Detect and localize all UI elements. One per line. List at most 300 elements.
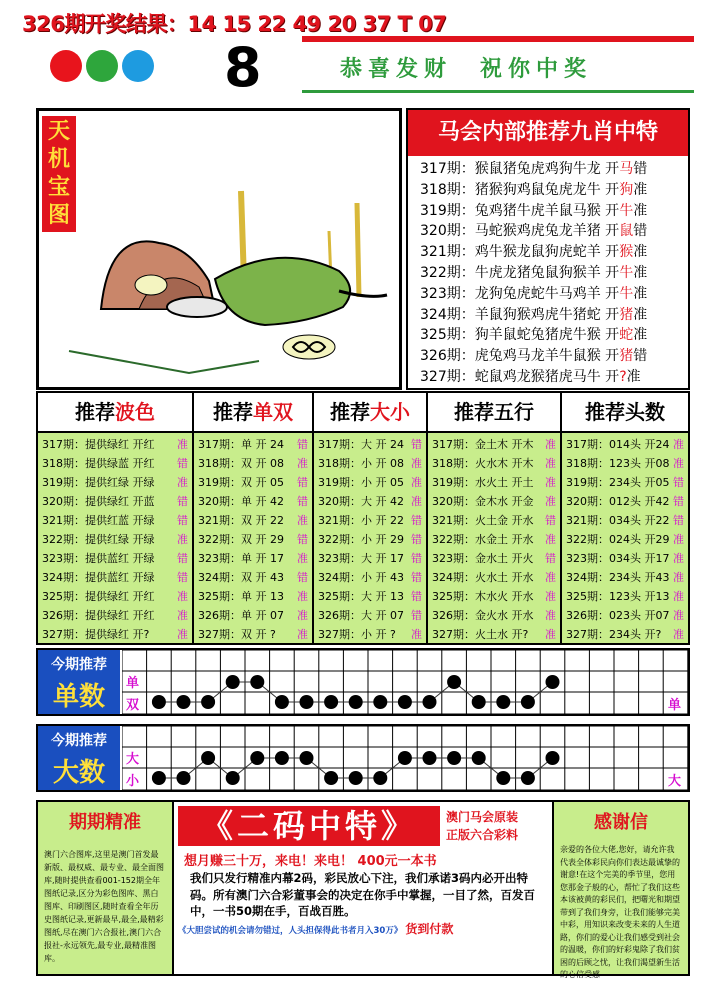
ad-panel (36, 800, 690, 979)
recommend-row (194, 530, 312, 549)
period: 322期： (420, 265, 475, 281)
recommend-row (428, 606, 560, 625)
recommend-row (38, 587, 192, 606)
left-notice-text: 澳门六合图库,这里是澳门首发最新版、最权威、最专业、最全面图库,随时提供查看001-152期全年图纸记录,区分为彩色图库、黑白图库、印刷图区,随时查看全年历史图纸记录,更新最早,最全,最精彩图纸,尽在澳门六合报社,澳门六合报社-永远领先,最专业,最精准图库。 (44, 850, 164, 963)
result-mark: 错 (177, 457, 188, 470)
trend-point (226, 771, 240, 785)
row-text: 319期：小 开 05 (318, 476, 404, 489)
result-mark: 准 (177, 628, 188, 641)
chart-caption: 今期推荐 (51, 733, 107, 749)
result-mark: 错 (411, 533, 422, 546)
row-label-bottom: 小 (126, 774, 140, 789)
issue-number: 8 (224, 36, 262, 99)
result-mark: 错 (177, 495, 188, 508)
recommend-row (314, 530, 426, 549)
recommend-row (314, 492, 426, 511)
zodiac-list: 鸡牛猴龙鼠狗虎蛇羊 开 (474, 244, 620, 261)
row-text: 323期：大 开 17 (318, 552, 404, 565)
result-mark: 准 (673, 552, 684, 565)
result-mark: 准 (545, 628, 556, 641)
result-mark: 准 (297, 609, 308, 622)
divider (302, 90, 694, 93)
row-text: 318期：提供绿蓝 开红 (42, 457, 155, 470)
recommend-row (194, 492, 312, 511)
row-text: 319期：双 开 05 (198, 476, 284, 489)
recommend-row (428, 473, 560, 492)
result-mark: 错 (297, 438, 308, 451)
nine-row (420, 179, 647, 201)
trend-point (152, 771, 166, 785)
result-mark: 错 (297, 533, 308, 546)
chart-caption: 今期推荐 (51, 657, 107, 673)
row-text: 318期：小 开 08 (318, 457, 404, 470)
row-text: 320期：012头 开42 (566, 495, 670, 508)
result-mark: 准 (673, 571, 684, 584)
zodiac-list: 马蛇猴鸡虎兔龙羊猪 开 (474, 223, 620, 240)
recommend-row (38, 454, 192, 473)
trend-chart (122, 650, 690, 714)
result-zodiac: 蛇 (619, 327, 634, 344)
recommend-row (38, 435, 192, 454)
result-mark: 错 (297, 571, 308, 584)
row-text: 317期：金土木 开木 (432, 438, 534, 451)
red-ball-icon (50, 50, 82, 82)
row-text: 317期：单 开 24 (198, 438, 284, 451)
result-mark: 准 (633, 244, 648, 261)
recommend-row (194, 587, 312, 606)
result-mark: 准 (545, 438, 556, 451)
result-mark: 错 (545, 514, 556, 527)
row-text: 324期：提供蓝红 开绿 (42, 571, 155, 584)
ad-body: 我们只发行精准内幕2码，彩民放心下注，我们承诺3码内必开出特码。所有澳门六合彩董事会的决定在你手中掌握，一目了然，百发百中，一书50期在手，百战百胜。 (190, 871, 535, 918)
ad-footer (178, 920, 453, 937)
blue-ball-icon (122, 50, 154, 82)
row-label-bottom: 双 (126, 698, 140, 713)
row-text: 319期：提供红绿 开绿 (42, 476, 155, 489)
recommend-row (562, 568, 688, 587)
recommend-row (38, 530, 192, 549)
zodiac-list: 兔鸡猪牛虎羊鼠马猴 开 (474, 202, 620, 219)
recommend-row (428, 492, 560, 511)
period: 326期： (420, 348, 475, 365)
result-zodiac: 牛 (619, 202, 634, 219)
zodiac-list: 羊鼠狗猴鸡虎牛猪蛇 开 (474, 306, 620, 323)
recommend-row (428, 587, 560, 606)
row-label-top: 大 (126, 752, 140, 767)
nine-row (420, 220, 647, 242)
column-header-text: 推荐 (75, 400, 115, 424)
period: 323期： (420, 285, 475, 302)
green-ball-icon (86, 50, 118, 82)
row-text: 317期：014头 开24 (566, 438, 670, 451)
result-mark: 准 (633, 285, 648, 302)
row-text: 321期：034头 开22 (566, 514, 670, 527)
row-text: 326期：提供绿红 开红 (42, 609, 155, 622)
period: 320期： (420, 223, 475, 240)
recommend-column (428, 393, 562, 643)
result-mark: 准 (633, 265, 648, 281)
zodiac-list: 龙狗兔虎蛇牛马鸡羊 开 (474, 285, 620, 302)
recommend-row (428, 511, 560, 530)
result-mark: 准 (411, 628, 422, 641)
trend-point (472, 695, 486, 709)
row-text: 320期：单 开 42 (198, 495, 284, 508)
recommend-row (314, 435, 426, 454)
row-text: 322期：小 开 29 (318, 533, 404, 546)
column-header (314, 393, 426, 433)
nine-row (420, 158, 647, 180)
nine-row (420, 241, 647, 263)
trend-point (300, 751, 314, 765)
row-text: 322期：提供红绿 开绿 (42, 533, 155, 546)
recommend-column (194, 393, 314, 643)
recommend-column (38, 393, 194, 643)
recommend-row (314, 454, 426, 473)
result-zodiac: 狗 (619, 181, 634, 198)
ad-slogan: 想月赚三十万，来电！来电！ 400元一本书 (184, 854, 437, 869)
trend-point (423, 695, 437, 709)
recommend-row (38, 568, 192, 587)
trend-point (349, 695, 363, 709)
result-zodiac: 猪 (619, 306, 634, 323)
left-notice (38, 802, 174, 974)
trend-point (398, 751, 412, 765)
result-mark: 准 (633, 181, 648, 198)
period: 327期： (420, 369, 475, 385)
result-mark: 准 (297, 590, 308, 603)
period: 319期： (420, 202, 475, 219)
column-header-text: 推荐 (213, 400, 253, 424)
result-mark: 准 (297, 457, 308, 470)
recommend-row (38, 549, 192, 568)
row-label-end: 大 (668, 774, 682, 789)
trend-point (177, 771, 191, 785)
trend-point (275, 751, 289, 765)
result-mark: 准 (673, 609, 684, 622)
result-mark: 准 (673, 533, 684, 546)
nine-zodiac-title: 马会内部推荐九肖中特 (408, 110, 688, 156)
result-mark: 准 (633, 306, 648, 323)
row-text: 327期：双 开 ? (198, 628, 276, 641)
row-text: 322期：双 开 29 (198, 533, 284, 546)
trend-point (521, 771, 535, 785)
period: 317期： (420, 161, 475, 177)
thanks-letter (552, 802, 688, 979)
recommend-row (194, 473, 312, 492)
period: 325期： (420, 327, 475, 344)
result-mark: 准 (411, 495, 422, 508)
divider (302, 36, 694, 42)
row-text: 325期：木水火 开水 (432, 590, 534, 603)
recommend-row (194, 568, 312, 587)
pay-on-delivery: 货到付款 (405, 922, 454, 936)
ad-side-line: 澳门马会原装 (446, 810, 519, 824)
trend-point (300, 695, 314, 709)
result-mark: 准 (673, 628, 684, 641)
trend-point (324, 695, 338, 709)
nine-row (420, 283, 647, 305)
trend-point (226, 675, 240, 689)
result-mark: 准 (545, 571, 556, 584)
result-mark: 错 (633, 348, 648, 365)
column-header-highlight: 大小 (370, 400, 410, 424)
row-label-end: 单 (668, 698, 682, 713)
recommend-row (194, 606, 312, 625)
column-header-text: 推荐头数 (585, 400, 665, 424)
column-header (194, 393, 312, 433)
result-mark: 错 (177, 552, 188, 565)
tianji-label: 天机宝图 (42, 116, 76, 232)
row-text: 327期：提供绿红 开? (42, 628, 150, 641)
row-text: 317期：提供绿红 开红 (42, 438, 155, 451)
recommend-row (562, 606, 688, 625)
trend-chart (122, 726, 690, 790)
recommend-row (562, 435, 688, 454)
result-mark: 错 (545, 552, 556, 565)
left-notice-title: 期期精准 (69, 812, 141, 833)
trend-point (275, 695, 289, 709)
ad-title: 《二码中特》 (178, 806, 440, 846)
result-mark: 准 (633, 202, 648, 219)
recommend-row (194, 625, 312, 644)
trend-point (472, 751, 486, 765)
row-text: 326期：023头 开07 (566, 609, 670, 622)
result-mark: 准 (411, 457, 422, 470)
trend-point (398, 695, 412, 709)
result-mark: 准 (673, 457, 684, 470)
result-mark: 准 (545, 609, 556, 622)
result-mark: 错 (411, 438, 422, 451)
big-small-label (38, 726, 120, 790)
result-zodiac: ? (619, 369, 627, 385)
result-mark: 错 (411, 552, 422, 565)
thanks-text: 亲爱的各位大佬,您好，请允许我代表全体彩民向你们表达最诚挚的谢意!在这个完美的季节里，您用您那金子般的心，帮忙了我们这些本该被黄的彩民们，把曙光和期望带到了我们身旁，让我们能够完美中彩，用知识来改变未来的人生道路，你们的爱心让我们感受到社会的温暖，你们的好彩鬼除了我们贫困的后顾之忧，让我们渴望新生活的心信受感 (560, 845, 680, 979)
nine-row (420, 262, 647, 284)
result-mark: 准 (177, 590, 188, 603)
trend-point (349, 771, 363, 785)
recommend-column (314, 393, 428, 643)
row-text: 318期：火水木 开木 (432, 457, 534, 470)
row-text: 320期：金木水 开金 (432, 495, 534, 508)
result-mark: 错 (411, 590, 422, 603)
result-zodiac: 牛 (619, 285, 634, 302)
row-text: 321期：火土金 开水 (432, 514, 534, 527)
odd-even-label (38, 650, 120, 714)
trend-point (201, 695, 215, 709)
odd-even-chart (36, 648, 690, 716)
row-text: 326期：单 开 07 (198, 609, 284, 622)
period: 318期： (420, 181, 475, 198)
row-text: 326期：大 开 07 (318, 609, 404, 622)
row-text: 323期：034头 开17 (566, 552, 670, 565)
result-mark: 错 (673, 495, 684, 508)
row-text: 325期：单 开 13 (198, 590, 284, 603)
trend-point (324, 771, 338, 785)
result-mark: 错 (177, 514, 188, 527)
zodiac-list: 狗羊鼠蛇兔猪虎牛猴 开 (474, 327, 620, 344)
row-text: 320期：大 开 42 (318, 495, 404, 508)
trend-point (521, 695, 535, 709)
recommend-row (562, 473, 688, 492)
zodiac-list: 猪猴狗鸡鼠兔虎龙牛 开 (474, 181, 620, 198)
result-mark: 错 (177, 571, 188, 584)
ad-side (446, 808, 518, 844)
recommend-row (194, 454, 312, 473)
column-header-text: 推荐五行 (454, 400, 534, 424)
column-header-text: 推荐 (330, 400, 370, 424)
row-text: 326期：金火水 开水 (432, 609, 534, 622)
row-text: 324期：火水土 开水 (432, 571, 534, 584)
chart-heading: 单数 (52, 682, 105, 712)
zodiac-list: 蛇鼠鸡龙猴猪虎马牛 开 (474, 369, 620, 385)
trend-point (250, 675, 264, 689)
row-text: 324期：234头 开43 (566, 571, 670, 584)
result-mark: 准 (626, 369, 641, 385)
result-mark: 准 (545, 590, 556, 603)
trend-point (373, 771, 387, 785)
trend-point (250, 751, 264, 765)
row-text: 324期：小 开 43 (318, 571, 404, 584)
recommend-row (428, 549, 560, 568)
nine-row (420, 200, 647, 222)
trend-point (447, 751, 461, 765)
trend-point (201, 751, 215, 765)
nine-row (420, 366, 641, 388)
row-text: 322期：024头 开29 (566, 533, 670, 546)
recommend-row (428, 625, 560, 644)
result-zodiac: 马 (619, 161, 634, 177)
recommend-row (314, 511, 426, 530)
result-mark: 错 (297, 476, 308, 489)
recommend-row (314, 549, 426, 568)
trend-point (546, 675, 560, 689)
trend-point (423, 751, 437, 765)
recommend-row (428, 454, 560, 473)
nine-row (420, 324, 647, 346)
result-mark: 准 (545, 457, 556, 470)
puzzle-image (36, 108, 402, 390)
recommend-row (314, 625, 426, 644)
result-mark: 错 (297, 495, 308, 508)
result-mark: 准 (673, 438, 684, 451)
trend-point (496, 771, 510, 785)
row-text: 321期：双 开 22 (198, 514, 284, 527)
row-text: 327期：火土水 开? (432, 628, 529, 641)
period: 324期： (420, 306, 475, 323)
column-header-highlight: 单双 (253, 400, 293, 424)
recommend-row (562, 587, 688, 606)
trend-point (447, 675, 461, 689)
row-text: 325期：123头 开13 (566, 590, 670, 603)
result-zodiac: 鼠 (619, 223, 634, 240)
row-text: 320期：提供绿红 开蓝 (42, 495, 155, 508)
row-text: 325期：提供绿红 开红 (42, 590, 155, 603)
zodiac-list: 牛虎龙猪兔鼠狗猴羊 开 (474, 265, 620, 281)
row-text: 323期：金水土 开火 (432, 552, 534, 565)
result-mark: 准 (545, 495, 556, 508)
result-zodiac: 猪 (619, 348, 634, 365)
recommend-row (194, 435, 312, 454)
row-text: 324期：双 开 43 (198, 571, 284, 584)
column-header-highlight: 波色 (115, 400, 155, 424)
thanks-title: 感谢信 (594, 812, 648, 833)
row-text: 321期：提供红蓝 开绿 (42, 514, 155, 527)
recommend-row (38, 511, 192, 530)
period: 321期： (420, 244, 475, 261)
row-text: 318期：双 开 08 (198, 457, 284, 470)
column-header (428, 393, 560, 433)
chart-heading: 大数 (52, 758, 105, 788)
result-mark: 准 (177, 438, 188, 451)
nine-row (420, 304, 647, 326)
recommend-row (428, 568, 560, 587)
result-mark: 准 (545, 476, 556, 489)
big-small-chart (36, 724, 690, 792)
slogan: 恭喜发财 祝你中奖 (340, 56, 593, 82)
result-mark: 错 (411, 571, 422, 584)
recommend-row (194, 511, 312, 530)
recommend-column (562, 393, 688, 643)
row-text: 323期：单 开 17 (198, 552, 284, 565)
result-mark: 准 (177, 609, 188, 622)
nine-row (420, 345, 647, 367)
result-zodiac: 猴 (619, 244, 634, 261)
trend-point (177, 695, 191, 709)
result-mark: 错 (633, 161, 648, 177)
ad-footer-text: 《大胆尝试的机会请勿错过，人头担保得此书者月入30万》 (178, 926, 403, 936)
zodiac-list: 猴鼠猪兔虎鸡狗牛龙 开 (474, 161, 620, 177)
result-mark: 准 (297, 514, 308, 527)
recommend-row (38, 473, 192, 492)
row-text: 327期：234头 开? (566, 628, 662, 641)
row-text: 319期：水火土 开土 (432, 476, 534, 489)
zodiac-list: 虎兔鸡马龙羊牛鼠猴 开 (474, 348, 620, 365)
nine-zodiac-panel (406, 108, 690, 390)
result-mark: 准 (297, 628, 308, 641)
result-mark: 错 (633, 223, 648, 240)
result-mark: 错 (673, 514, 684, 527)
recommend-row (562, 625, 688, 644)
result-mark: 错 (411, 514, 422, 527)
recommend-row (562, 511, 688, 530)
result-mark: 准 (673, 590, 684, 603)
recommend-row (562, 492, 688, 511)
column-header (38, 393, 192, 433)
ad-side-line: 正版六合彩料 (446, 828, 519, 842)
result-mark: 准 (545, 533, 556, 546)
result-mark: 错 (411, 609, 422, 622)
recommend-row (428, 435, 560, 454)
recommend-row (562, 549, 688, 568)
recommend-row (562, 454, 688, 473)
row-text: 319期：234头 开05 (566, 476, 670, 489)
trend-point (152, 695, 166, 709)
row-text: 327期：小 开 ? (318, 628, 396, 641)
recommend-row (314, 568, 426, 587)
row-text: 317期：大 开 24 (318, 438, 404, 451)
recommend-row (428, 530, 560, 549)
row-label-top: 单 (126, 676, 140, 691)
recommend-grid (36, 391, 690, 645)
result-mark: 错 (673, 476, 684, 489)
result-zodiac: 牛 (619, 265, 634, 281)
recommend-row (314, 587, 426, 606)
trend-point (496, 695, 510, 709)
recommend-row (38, 625, 192, 644)
row-text: 325期：大 开 13 (318, 590, 404, 603)
result-mark: 准 (633, 327, 648, 344)
recommend-row (38, 606, 192, 625)
